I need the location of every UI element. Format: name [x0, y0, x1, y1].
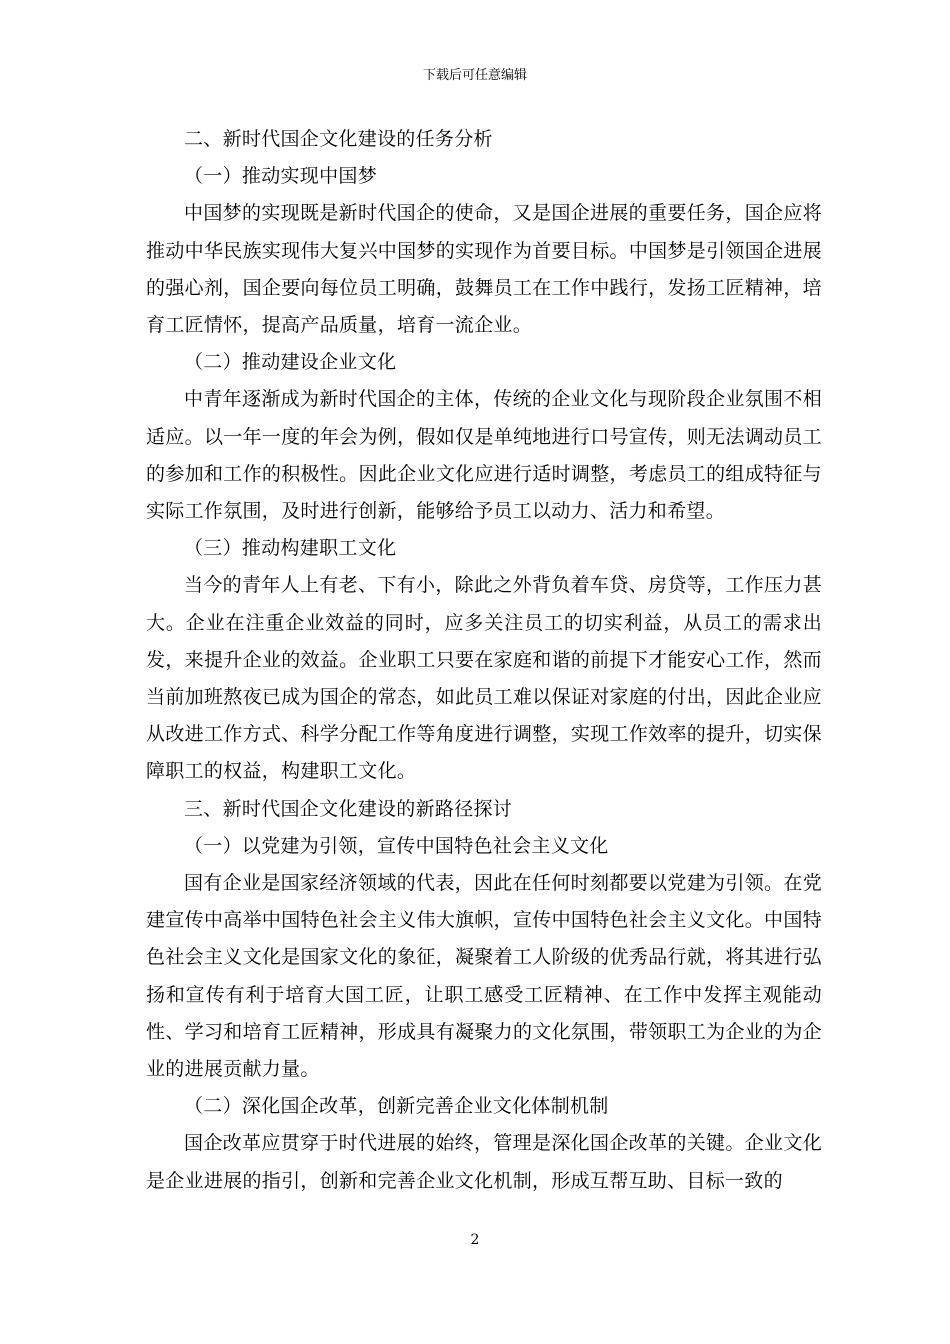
page-header: 下载后可任意编辑 [422, 68, 527, 83]
section-heading: 三、新时代国企文化建设的新路径探讨 [184, 797, 513, 820]
subsection-heading: （二）深化国企改革，创新完善企业文化体制机制 [184, 1095, 609, 1118]
page-number: 2 [470, 1232, 480, 1248]
paragraph: 国有企业是国家经济领域的代表，因此在任何时刻都要以党建为引领。在党建宣传中高举中国特色社会主义伟大旗帜，宣传中国特色社会主义文化。中国特色社会主义文化是国家文化的象征，凝聚着工人阶级的优秀品行就，将其进行弘扬和宣传有利于培育大国工匠，让职工感受工匠精神、在工作中发挥主观能动性、学习和培育工匠精神，形成具有凝聚力的文化氛围，带领职工为企业的为企业的进展贡献力量。 [146, 872, 822, 1081]
section-heading: 二、新时代国企文化建设的任务分析 [184, 128, 493, 150]
subsection-heading: （二）推动建设企业文化 [184, 351, 397, 374]
paragraph: 中国梦的实现既是新时代国企的使命，又是国企进展的重要任务，国企应将推动中华民族实现伟大复兴中国梦的实现作为首要目标。中国梦是引领国企进展的强心剂，国企要向每位员工明确，鼓舞员工在工作中践行，发扬工匠精神，培育工匠情怀，提高产品质量，培育一流企业。 [146, 202, 822, 337]
subsection-heading: （三）推动构建职工文化 [184, 537, 397, 560]
subsection-heading: （一）以党建为引领，宣传中国特色社会主义文化 [184, 834, 609, 857]
paragraph: 当今的青年人上有老、下有小，除此之外背负着车贷、房贷等，工作压力甚大。企业在注重企业效益的同时，应多关注员工的切实利益，从员工的需求出发，来提升企业的效益。企业职工只要在家庭和谐的前提下才能安心工作，然而当前加班熬夜已成为国企的常态，如此员工难以保证对家庭的付出，因此企业应从改进工作方式、科学分配工作等角度进行调整，实现工作效率的提升，切实保障职工的权益，构建职工文化。 [146, 574, 822, 783]
document-body [146, 121, 822, 1200]
paragraph: 国企改革应贯穿于时代进展的始终，管理是深化国企改革的关键。企业文化是企业进展的指引，创新和完善企业文化机制，形成互帮互助、目标一致的 [146, 1132, 822, 1192]
paragraph: 中青年逐渐成为新时代国企的主体，传统的企业文化与现阶段企业氛围不相适应。以一年一度的年会为例，假如仅是单纯地进行口号宣传，则无法调动员工的参加和工作的积极性。因此企业文化应进行适时调整，考虑员工的组成特征与实际工作氛围，及时进行创新，能够给予员工以动力、活力和希望。 [146, 388, 822, 523]
subsection-heading: （一）推动实现中国梦 [184, 165, 378, 188]
